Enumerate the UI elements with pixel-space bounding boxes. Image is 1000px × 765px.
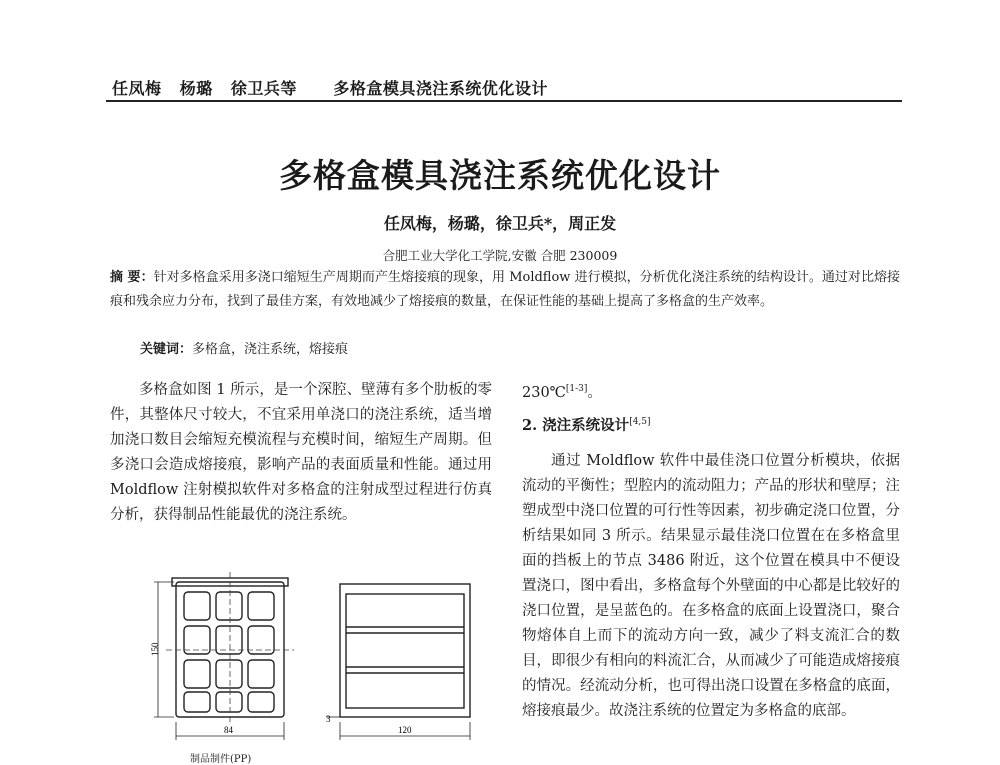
temperature-end: 。 [587, 385, 602, 401]
dim-width-right-label: 120 [398, 725, 412, 735]
dimension-lines [154, 582, 470, 740]
paper-authors: 任凤梅，杨璐，徐卫兵*，周正发 [383, 214, 617, 233]
dim-width-left-label: 84 [224, 725, 233, 735]
header-rule [106, 100, 902, 102]
paper-affiliation: 合肥工业大学化工学院,安徽 合肥 230009 [382, 248, 618, 263]
dim-height-label: 150 [150, 642, 160, 656]
figure-caption: 制品制件(PP) [190, 754, 252, 765]
paper-title: 多格盒模具浇注系统优化设计 [279, 156, 721, 195]
center-lines [166, 572, 294, 724]
section-title: 2. 浇注系统设计 [522, 417, 630, 434]
figure-drawing [150, 572, 480, 750]
left-column [110, 378, 492, 528]
side-view [340, 584, 470, 717]
temperature-text: 230℃ [522, 385, 566, 401]
right-column-top [522, 381, 602, 402]
section-ref: [4,5] [629, 417, 651, 428]
abstract-label: 摘 要： [110, 270, 154, 285]
keywords-label: 关键词： [140, 342, 193, 357]
dim-wall-label: 3 [326, 714, 331, 724]
right-column [522, 449, 900, 724]
section-paragraph: 通过 Moldflow 软件中最佳浇口位置分析模块，依据流动的平衡性；型腔内的流动阻力；产品的形状和壁厚；注塑成型中浇口位置的可行性等因素，初步确定浇口位置，分析结果如同 3 所示。结果显示最佳浇口位置在在多格盒里面的挡板上的节点 3486 附近，这个位置在模具中不便设置浇口，图中看出，多格盒每个外壁面的中心都是比较好的浇口位置，是呈蓝色的。在多格盒的底面上设置浇口，聚合物熔体自上而下的流动方向一致，减少了料支流汇合的数目，即很少有相向的料流汇合，从而减少了可能造成熔接痕的情况。经流动分析，也可得出浇口设置在多格盒的底面，熔接痕最少。故浇注系统的位置定为多格盒的底部。 [522, 453, 900, 719]
running-header: 任凤梅 杨璐 徐卫兵等 多格盒模具浇注系统优化设计 [112, 79, 548, 98]
abstract [110, 266, 900, 313]
section-heading [522, 414, 651, 435]
keywords-text: 多格盒，浇注系统，熔接痕 [192, 342, 349, 357]
keywords [140, 338, 348, 357]
intro-paragraph: 多格盒如图 1 所示，是一个深腔、壁薄有多个肋板的零件，其整体尺寸较大，不宜采用单浇口的浇注系统，适当增加浇口数目会缩短充模流程与充模时间，缩短生产周期。但多浇口会造成熔接痕，影响产品的表面质量和性能。通过用 Moldflow 注射模拟软件对多格盒的注射成型过程进行仿真分析，获得制品性能最优的浇注系统。 [110, 382, 492, 523]
temperature-ref: [1-3] [565, 384, 588, 395]
abstract-text: 针对多格盒采用多浇口缩短生产周期而产生熔接痕的现象，用 Moldflow 进行模拟，分析优化浇注系统的结构设计。通过对比熔接痕和残余应力分布，找到了最佳方案，有效地减少了熔接痕的数量，在保证性能的基础上提高了多格盒的生产效率。 [110, 270, 900, 309]
